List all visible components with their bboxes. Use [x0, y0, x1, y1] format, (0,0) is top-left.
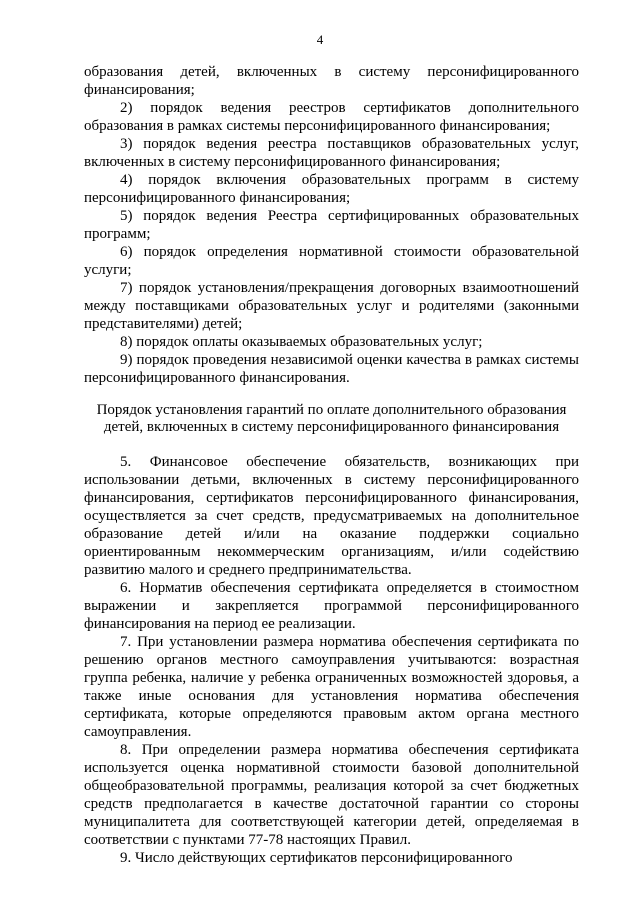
- list-item: 3) порядок ведения реестра поставщиков образовательных услуг, включенных в систему персонифицированного финансирования;: [84, 136, 579, 170]
- section-heading: Порядок установления гарантий по оплате дополнительного образования детей, включенных в систему персонифицированного финансирования: [96, 402, 567, 435]
- list-item: 8) порядок оплаты оказываемых образовательных услуг;: [120, 334, 483, 350]
- list-item: 9) порядок проведения независимой оценки качества в рамках системы персонифицированного финансирования.: [84, 352, 579, 386]
- paragraph: 9. Число действующих сертификатов персонифицированного: [120, 850, 513, 866]
- paragraph: 7. При установлении размера норматива обеспечения сертификата по решению органов местного самоуправления учитываются: возрастная группа ребенка, наличие у ребенка ограниченных возможностей здоровья, а также иные основания для установления норматива обеспечения сертификата, которые определяются правовым актом органа местного самоуправления.: [84, 634, 579, 740]
- page-number: 4: [316, 32, 324, 47]
- list-item: 2) порядок ведения реестров сертификатов дополнительного образования в рамках системы персонифицированного финансирования;: [84, 100, 579, 134]
- list-item: 4) порядок включения образовательных программ в систему персонифицированного финансирования;: [84, 172, 579, 206]
- paragraphs-block: [84, 453, 579, 867]
- list-block: [84, 63, 579, 387]
- list-item-continuation: образования детей, включенных в систему персонифицированного финансирования;: [84, 64, 579, 98]
- paragraph: 8. При определении размера норматива обеспечения сертификата используется оценка нормативной стоимости базовой дополнительной общеобразовательной программы, реализация которой за счет бюджетных средств предполагается в качестве достаточной гарантии со стороны муниципалитета для соответствующей категории детей, определяемая в соответствии с пунктами 77-78 настоящих Правил.: [84, 742, 579, 848]
- list-item: 5) порядок ведения Реестра сертифицированных образовательных программ;: [84, 208, 579, 242]
- paragraph: 6. Норматив обеспечения сертификата определяется в стоимостном выражении и закрепляется программой персонифицированного финансирования на период ее реализации.: [84, 580, 579, 632]
- list-item: 6) порядок определения нормативной стоимости образовательной услуги;: [84, 244, 579, 278]
- list-item: 7) порядок установления/прекращения договорных взаимоотношений между поставщиками образовательных услуг и родителями (законными представителями) детей;: [84, 280, 579, 332]
- paragraph: 5. Финансовое обеспечение обязательств, возникающих при использовании детьми, включенных в систему персонифицированного финансирования, сертификатов персонифицированного финансирования, осуществляется за счет средств, предусматриваемых на дополнительное образование детей и/или на оказание поддержки социально ориентированным некоммерческим организациям, и/или содействию развитию малого и среднего предпринимательства.: [84, 454, 579, 578]
